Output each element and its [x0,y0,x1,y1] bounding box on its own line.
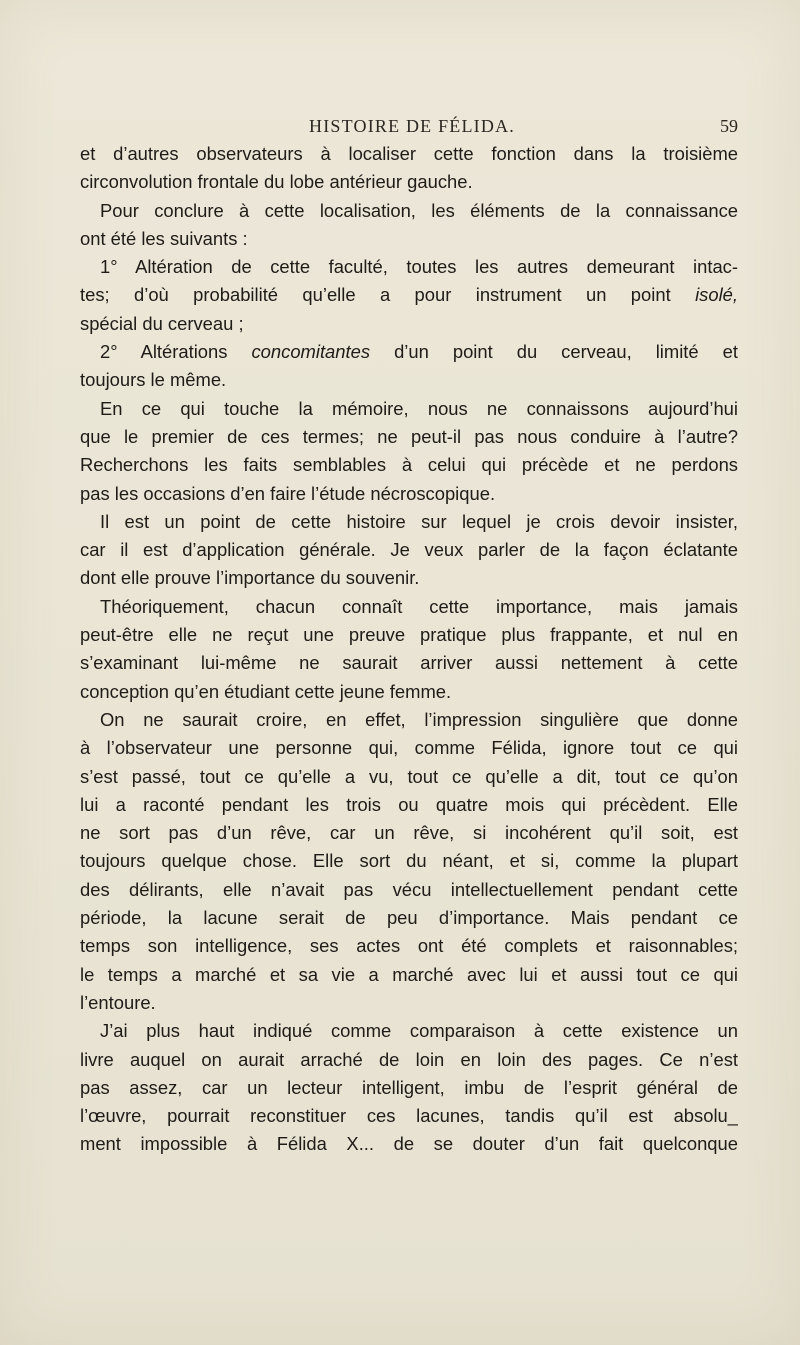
line-text: ment impossible à Félida X... de se douter d’un fait quelconque [80,1133,738,1155]
text-line [80,564,738,592]
line-text: peut-être elle ne reçut une preuve pratique plus frappante, et nul en [80,624,738,646]
text-line [80,338,738,366]
body-text [80,140,738,1159]
text-line [80,621,738,649]
line-text-after: d’un point du cerveau, limité et [370,341,738,363]
line-text: Recherchons les faits semblables à celui qui précède et ne perdons [80,454,738,476]
text-line [80,876,738,904]
running-head [86,114,738,142]
line-text: temps son intelligence, ses actes ont été complets et raisonnables; [80,935,738,957]
text-line [80,225,738,253]
text-line [80,932,738,960]
text-line [80,480,738,508]
line-text: 1° Altération de cette faculté, toutes les autres demeurant intac- [100,256,738,278]
line-text: des délirants, elle n’avait pas vécu intellectuellement pendant cette [80,878,738,900]
text-line [80,197,738,225]
line-text: l’entoure. [80,991,156,1013]
line-text: circonvolution frontale du lobe antérieur gauche. [80,171,473,193]
line-text: à l’observateur une personne qui, comme Félida, ignore tout ce qui [80,737,738,759]
text-line [80,281,738,309]
text-line [80,593,738,621]
line-text: toujours le même. [80,369,227,391]
line-text: Théoriquement, chacun connaît cette importance, mais jamais [100,595,738,617]
text-line [80,423,738,451]
text-line [80,734,738,762]
text-line [80,508,738,536]
line-text: que le premier de ces termes; ne peut-il pas nous conduire à l’autre? [80,425,738,447]
text-line [80,904,738,932]
text-line [80,819,738,847]
text-line [80,678,738,706]
text-line [80,847,738,875]
line-text: ne sort pas d’un rêve, car un rêve, si incohérent qu’il soit, est [80,822,738,844]
text-line [80,706,738,734]
line-text: pas les occasions d’en faire l’étude nécroscopique. [80,482,496,504]
line-text: Pour conclure à cette localisation, les éléments de la connaissance [100,199,738,221]
italic-term: isolé, [695,284,738,306]
text-line [80,140,738,168]
text-line [80,1074,738,1102]
line-text: 2° Altérations [100,341,252,363]
text-line [80,1046,738,1074]
line-text: pas assez, car un lecteur intelligent, imbu de l’esprit général de [80,1076,738,1098]
line-text: et d’autres observateurs à localiser cette fonction dans la troisième [80,143,738,164]
line-text: lui a raconté pendant les trois ou quatre mois qui précèdent. Elle [80,793,738,815]
text-line [80,1017,738,1045]
text-line [80,791,738,819]
text-line [80,1130,738,1158]
text-line [80,366,738,394]
page-number: 59 [720,116,738,136]
line-text: période, la lacune serait de peu d’importance. Mais pendant ce [80,907,738,929]
text-line [80,989,738,1017]
text-line [80,536,738,564]
line-text: s’est passé, tout ce qu’elle a vu, tout ce qu’elle a dit, tout ce qu’on [80,765,738,787]
text-line [80,961,738,989]
line-text: s’examinant lui-même ne saurait arriver aussi nettement à cette [80,652,738,674]
text-line [80,1102,738,1130]
text-line [80,168,738,196]
line-text: spécial du cerveau ; [80,312,244,334]
italic-term: concomitantes [251,341,371,363]
line-text: livre auquel on aurait arraché de loin en loin des pages. Ce n’est [80,1048,738,1070]
line-text: dont elle prouve l’importance du souvenir. [80,567,420,589]
text-line [80,649,738,677]
line-text: En ce qui touche la mémoire, nous ne connaissons aujourd’hui [100,397,738,419]
line-text: ont été les suivants : [80,227,248,249]
text-line [80,310,738,338]
line-text: J’ai plus haut indiqué comme comparaison à cette existence un [100,1020,738,1042]
text-line [80,451,738,479]
line-text: l’œuvre, pourrait reconstituer ces lacunes, tandis qu’il est absolu_ [80,1105,738,1127]
running-title: HISTOIRE DE FÉLIDA. [309,116,515,136]
line-text: On ne saurait croire, en effet, l’impression singulière que donne [100,708,738,730]
text-line [80,253,738,281]
line-text: car il est d’application générale. Je veux parler de la façon éclatante [80,539,738,561]
line-text: toujours quelque chose. Elle sort du néant, et si, comme la plupart [80,850,738,872]
line-text: le temps a marché et sa vie a marché avec lui et aussi tout ce qui [80,963,738,985]
line-text: tes; d’où probabilité qu’elle a pour instrument un point [80,284,696,306]
text-line [80,395,738,423]
line-text: conception qu’en étudiant cette jeune femme. [80,680,452,702]
line-text: Il est un point de cette histoire sur lequel je crois devoir insister, [100,510,738,532]
text-line [80,763,738,791]
